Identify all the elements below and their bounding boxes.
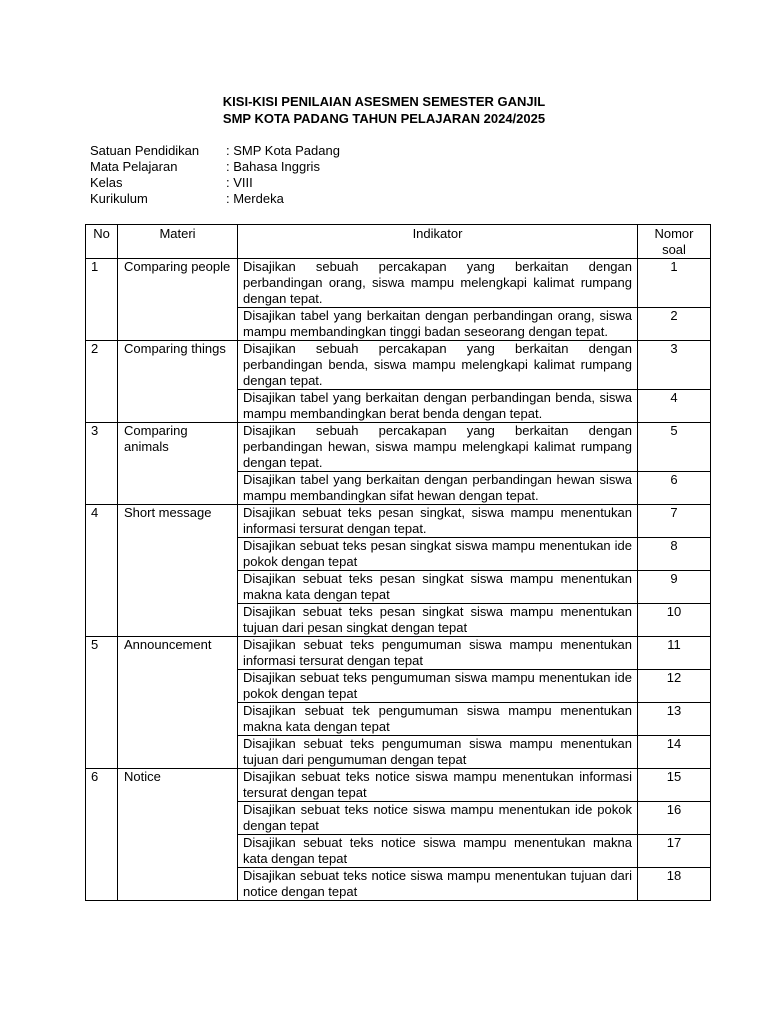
cell-nomor-soal: 10 <box>638 604 711 637</box>
cell-indikator: Disajikan tabel yang berkaitan dengan perbandingan hewan siswa mampu membandingkan sifat hewan dengan tepat. <box>238 472 638 505</box>
cell-indikator: Disajikan sebuat teks pengumuman siswa mampu menentukan tujuan dari pengumuman dengan tepat <box>238 736 638 769</box>
cell-indikator: Disajikan sebuat teks notice siswa mampu menentukan makna kata dengan tepat <box>238 835 638 868</box>
cell-no: 3 <box>86 423 118 505</box>
info-row <box>90 175 340 191</box>
info-label: Kurikulum <box>90 191 148 206</box>
cell-nomor-soal: 14 <box>638 736 711 769</box>
header-materi: Materi <box>118 225 238 259</box>
document-title: KISI-KISI PENILAIAN ASESMEN SEMESTER GANJIL <box>222 94 546 109</box>
cell-indikator: Disajikan sebuah percakapan yang berkaitan dengan perbandingan benda, siswa mampu melengkapi kalimat rumpang dengan tepat. <box>238 341 638 390</box>
info-value: : Bahasa Inggris <box>226 159 320 174</box>
cell-nomor-soal: 12 <box>638 670 711 703</box>
cell-indikator: Disajikan tabel yang berkaitan dengan perbandingan orang, siswa mampu membandingkan tinggi badan seseorang dengan tepat. <box>238 308 638 341</box>
cell-indikator: Disajikan tabel yang berkaitan dengan perbandingan benda, siswa mampu membandingkan berat benda dengan tepat. <box>238 390 638 423</box>
cell-nomor-soal: 9 <box>638 571 711 604</box>
info-block <box>90 143 340 207</box>
info-row <box>90 143 340 159</box>
cell-nomor-soal: 17 <box>638 835 711 868</box>
info-row <box>90 159 340 175</box>
cell-indikator: Disajikan sebuat teks notice siswa mampu menentukan tujuan dari notice dengan tepat <box>238 868 638 901</box>
cell-nomor-soal: 3 <box>638 341 711 390</box>
cell-nomor-soal: 11 <box>638 637 711 670</box>
header-no: No <box>86 225 118 259</box>
cell-no: 1 <box>86 259 118 341</box>
info-label: Kelas <box>90 175 123 190</box>
cell-indikator: Disajikan sebuat teks pesan singkat siswa mampu menentukan tujuan dari pesan singkat dengan tepat <box>238 604 638 637</box>
table-row <box>86 505 711 538</box>
cell-nomor-soal: 5 <box>638 423 711 472</box>
document-subtitle: SMP KOTA PADANG TAHUN PELAJARAN 2024/2025 <box>222 111 546 126</box>
cell-indikator: Disajikan sebuat tek pengumuman siswa mampu menentukan makna kata dengan tepat <box>238 703 638 736</box>
cell-materi: Comparing things <box>118 341 238 423</box>
cell-indikator: Disajikan sebuat teks pesan singkat siswa mampu menentukan makna kata dengan tepat <box>238 571 638 604</box>
cell-nomor-soal: 7 <box>638 505 711 538</box>
cell-nomor-soal: 4 <box>638 390 711 423</box>
cell-materi: Short message <box>118 505 238 637</box>
table-header-row <box>86 225 711 259</box>
cell-nomor-soal: 2 <box>638 308 711 341</box>
table-row <box>86 341 711 390</box>
cell-nomor-soal: 16 <box>638 802 711 835</box>
cell-nomor-soal: 18 <box>638 868 711 901</box>
cell-indikator: Disajikan sebuah percakapan yang berkaitan dengan perbandingan orang, siswa mampu melengkapi kalimat rumpang dengan tepat. <box>238 259 638 308</box>
cell-nomor-soal: 15 <box>638 769 711 802</box>
info-label: Mata Pelajaran <box>90 159 178 174</box>
table-row <box>86 637 711 670</box>
cell-materi: Notice <box>118 769 238 901</box>
table-body <box>86 259 711 901</box>
info-value: : SMP Kota Padang <box>226 143 340 158</box>
cell-indikator: Disajikan sebuah percakapan yang berkaitan dengan perbandingan hewan, siswa mampu melengkapi kalimat rumpang dengan tepat. <box>238 423 638 472</box>
cell-materi: Comparing animals <box>118 423 238 505</box>
cell-indikator: Disajikan sebuat teks pesan singkat siswa mampu menentukan ide pokok dengan tepat <box>238 538 638 571</box>
cell-indikator: Disajikan sebuat teks pengumuman siswa mampu menentukan informasi tersurat dengan tepat <box>238 637 638 670</box>
table-row <box>86 769 711 802</box>
cell-no: 4 <box>86 505 118 637</box>
cell-materi: Comparing people <box>118 259 238 341</box>
cell-no: 2 <box>86 341 118 423</box>
info-label: Satuan Pendidikan <box>90 143 200 158</box>
cell-nomor-soal: 1 <box>638 259 711 308</box>
header-nomor-soal: Nomor soal <box>638 225 711 259</box>
cell-indikator: Disajikan sebuat teks notice siswa mampu menentukan ide pokok dengan tepat <box>238 802 638 835</box>
table-row <box>86 259 711 308</box>
cell-indikator: Disajikan sebuat teks notice siswa mampu menentukan informasi tersurat dengan tepat <box>238 769 638 802</box>
info-value: : VIII <box>226 175 253 190</box>
cell-nomor-soal: 13 <box>638 703 711 736</box>
cell-materi: Announcement <box>118 637 238 769</box>
cell-indikator: Disajikan sebuat teks pesan singkat, siswa mampu menentukan informasi tersurat dengan tepat. <box>238 505 638 538</box>
table-row <box>86 423 711 472</box>
cell-no: 5 <box>86 637 118 769</box>
cell-no: 6 <box>86 769 118 901</box>
header-indikator: Indikator <box>238 225 638 259</box>
cell-nomor-soal: 8 <box>638 538 711 571</box>
kisi-kisi-table <box>85 224 711 901</box>
cell-nomor-soal: 6 <box>638 472 711 505</box>
cell-indikator: Disajikan sebuat teks pengumuman siswa mampu menentukan ide pokok dengan tepat <box>238 670 638 703</box>
info-value: : Merdeka <box>226 191 284 206</box>
info-row <box>90 191 340 207</box>
